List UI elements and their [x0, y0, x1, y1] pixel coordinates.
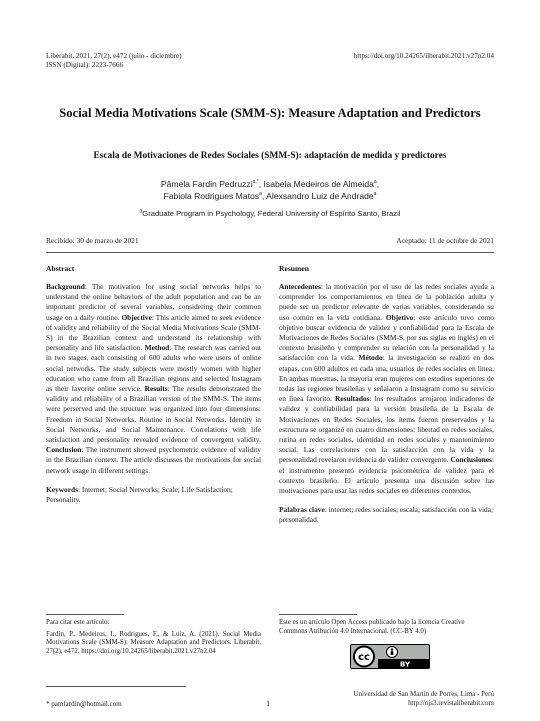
label: Conclusion: [46, 445, 82, 455]
author-name: Isabela Medeiros de Almeida: [263, 179, 374, 189]
resumen-heading: Resumen: [279, 264, 309, 273]
institution: Universidad de San Martín de Porres, Lima - Perú: [353, 690, 494, 698]
citation-heading: Para citar este artículo:: [46, 619, 110, 626]
text: : This article aimed to seek evidence of validity and reliability of the Social Media Motivations Scale (SMM-S) in the Brazilian context and understand its relationship with personality and life satisfaction.: [46, 312, 261, 353]
doi-link[interactable]: https://doi.org/10.24265/liberabit.2021.v27n2.04: [353, 52, 494, 60]
text: : The results demonstrated the validity and reliability of a Brazilian version of the SMM-S. The items were perserved and the structure was organized into four dimensions: Freedom in Social Networks, Routine in Social Networks, Identity in Social Networks, and Social Maintenance. Correlations with life satisfaction and personality revealed evidence of convergent validity.: [46, 384, 261, 445]
author-list: Pâmela Fardin Pedruzzi$^{a,*}$, Isabela Medeiros de Almeida$^a$, Fabiola Rodrigues Matos$^a$, Alexsandro Luiz de Andrade$^a$: [160, 179, 380, 202]
citation-text: Fardin, P., Medeiros, I., Rodrigues, F., & Luiz, A. (2021). Social Media Motivations Scale (SMM-S): Measure Adaptation and Predictors. Liberabit, 27(2), e472. https://doi.org/10.24265/liberabit.2021.v27n2.04: [46, 630, 261, 655]
page-number: 1: [266, 699, 270, 708]
accepted-date: Aceptado: 11 de octubre de 2021: [396, 236, 494, 245]
article-subtitle: Escala de Motivaciones de Redes Sociales (SMM-S): adaptación de medida y predictores: [93, 151, 447, 161]
label: Antecedentes: [279, 282, 321, 291]
resumen-column: [279, 264, 494, 526]
abstract-column: [46, 264, 261, 505]
author-mark: a,*: [252, 179, 259, 186]
text: : Internet; Social Networks; Scale; Life Satisfaction; Personality.: [46, 484, 233, 505]
footnote-rule: [279, 614, 357, 615]
label: Results: [144, 384, 168, 394]
text: : The instrument showed psychometric evidence of validity in the Brazilian context. The article discusses the motivations for social network usage in different settings.: [46, 445, 261, 475]
article-title: Social Media Motivations Scale (SMM-S): Measure Adaptation and Predictors: [59, 106, 481, 120]
author-name: Fabiola Rodrigues Matos: [163, 191, 260, 202]
text: : la investigación se realizó en dos etapas, con 600 adultos en cada una, usuarios de redes sociales en línea. En ambas muestras, la mayoría eran mujeres con estudios superiores de todas las regiones brasileñas y señalaron a Instagram como su servicio en línea favorito.: [279, 353, 494, 404]
label: Objective: [121, 312, 152, 322]
issn: ISSN (Digital): 2223-7666: [46, 61, 124, 70]
license-note: Este es un artículo Open Access publicado bajo la licencia Creative Commons Atribución 4.0 Internacional. (CC-BY 4.0): [279, 619, 465, 635]
author-name: Alexsandro Luiz de Andrade: [266, 191, 374, 202]
dates-row: [46, 236, 494, 245]
journal-url[interactable]: http://ojs3.revistaliberabit.com: [408, 699, 494, 707]
label: Palabras clave: [279, 505, 325, 515]
label: Conclusiones: [450, 455, 492, 465]
label: Resultados: [335, 394, 370, 404]
affiliation: [40, 209, 500, 218]
bottom-rule: [46, 686, 186, 687]
footer-institution: [353, 690, 494, 708]
text: : los resultados arrojaron indicadores de validez y confiabilidad para la versión brasileña de la Escala de Motivaciones en Redes Sociales, los ítems fueron preservados y la estructura se organizó en cuatro dimensiones: libertad en redes sociales, rutina en redes sociales, identidad en redes sociales y mantenimiento social. Las correlaciones con la satisfacción con la vida y la personalidad revelaron evidencia de validez convergente.: [279, 394, 494, 465]
journal-header: [46, 52, 286, 70]
text: : The research was carried out in two stages, each consisting of 600 adults who were users of online social networks. The study subjects were mostly women with higher education who came from all Brazilian regions and selected Instagram as their favorite online service.: [46, 343, 261, 394]
text: : el instrumento presentó evidencia psicométrica de validez para el contexto brasileño. El artículo presenta una discusión sobre las motivaciones para usar las redes sociales en diferentes contextos.: [279, 455, 494, 496]
by-label: BY: [399, 659, 411, 669]
author-mark: a: [373, 179, 377, 186]
palabras-clave: [279, 505, 494, 525]
affiliation-text: Graduate Program in Psychology, Federal University of Espírito Santo, Brazil: [142, 209, 401, 218]
cc-icon-text: cc: [358, 652, 370, 663]
label: Objetivo: [385, 312, 414, 322]
author-name: Pâmela Fardin Pedruzzi: [160, 179, 253, 189]
text: : la motivación por el uso de las redes sociales ayuda a comprender los comportamientos en línea de la población adulta y puede ser un predictor relevante de varias variables, considerando su uso común en la vida cotidiana.: [279, 282, 494, 322]
footnote-rule: [46, 614, 124, 615]
keywords: [46, 485, 261, 505]
citation-note: [46, 619, 261, 656]
abstract-heading: Abstract: [46, 264, 75, 273]
affiliation-mark: a: [139, 208, 143, 215]
text: : internet; redes sociales; escala; satisfacción con la vida; personalidad.: [279, 505, 494, 525]
text: : este artículo tuvo como objetivo buscar evidencia de validez y confiabilidad para la Escala de Motivaciones de Redes Sociales (SMM-S, por sus siglas en inglés) en el contexto brasileño y comprender su relación con la personalidad y la satisfacción con la vida.: [279, 312, 494, 363]
author-mark: a: [373, 191, 377, 198]
abstract-body: [46, 282, 261, 476]
label: Background: [46, 282, 85, 291]
label: Method: [144, 343, 170, 353]
resumen-body: [279, 282, 494, 496]
divider: [46, 252, 494, 253]
text: : The motivation for using social networks helps to understand the online behaviors of the adult population and can be an important predictor of several variables, considering their common usage on a daily routine.: [46, 282, 261, 322]
received-date: Recibido: 30 de marzo de 2021: [46, 236, 139, 245]
label: Keywords: [46, 484, 79, 494]
journal-line: Liberabit, 2021, 27(2), e472 (julio - diciembre): [46, 52, 182, 60]
author-mark: a: [259, 191, 262, 198]
cc-by-license-badge[interactable]: [350, 644, 430, 669]
label: Método: [358, 353, 383, 363]
corresponding-email[interactable]: * pamfardin@hotmail.com: [46, 700, 122, 708]
